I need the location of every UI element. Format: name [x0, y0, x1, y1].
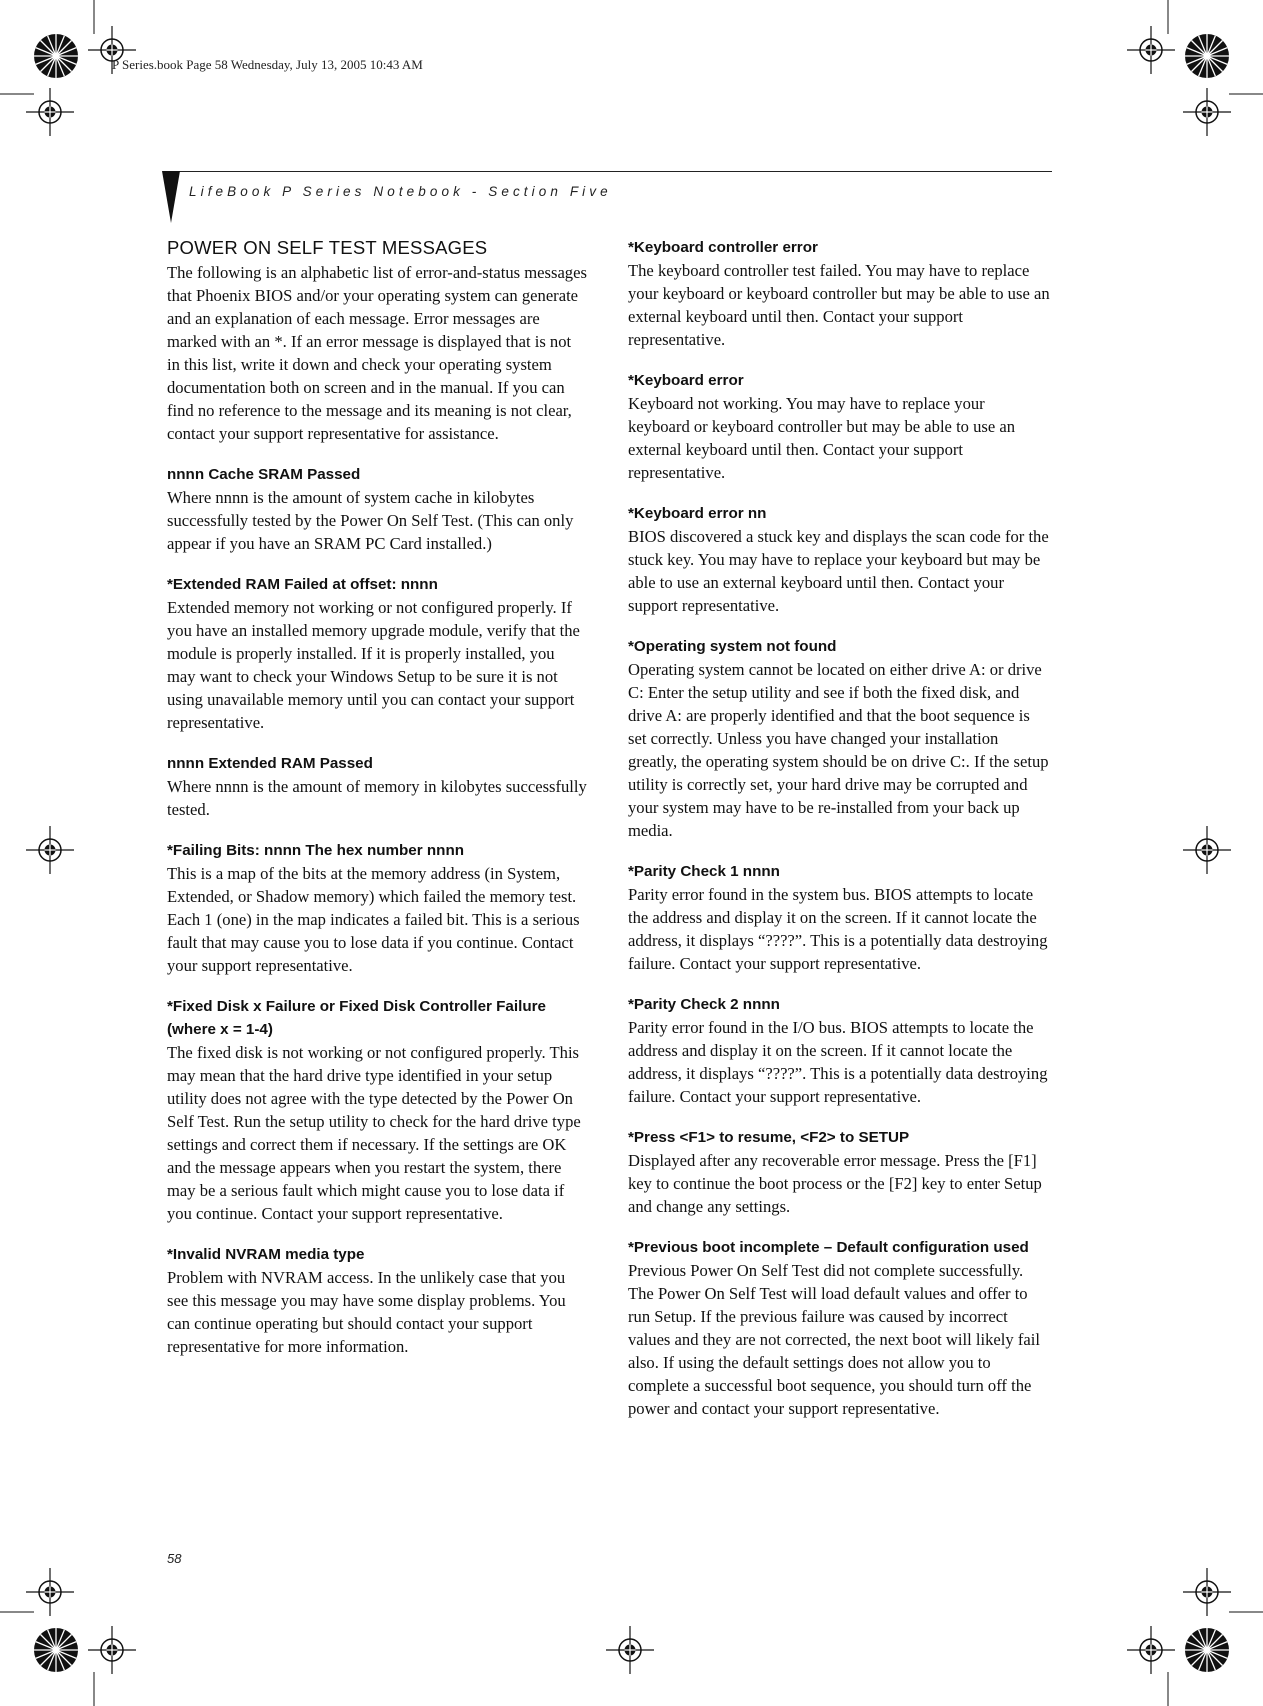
- message-title: *Operating system not found: [628, 638, 837, 655]
- left-column: [167, 236, 587, 1358]
- message-title: *Previous boot incomplete – Default configuration used: [628, 1239, 1029, 1256]
- message-description: Where nnnn is the amount of memory in kilobytes successfully tested.: [167, 777, 587, 819]
- message-title: *Parity Check 2 nnnn: [628, 996, 780, 1013]
- running-header: LifeBook P Series Notebook - Section Five: [189, 184, 612, 199]
- starburst-mark-top-left: [34, 34, 78, 78]
- header-rule: [168, 171, 1052, 172]
- message-entry: [628, 502, 1050, 617]
- message-description: Extended memory not working or not configured properly. If you have an installed memory upgrade module, verify that the module is properly installed. If it is properly installed, you may want to check your Windows Setup to be sure it is not using unavailable memory until you can contact your support representative.: [167, 598, 580, 732]
- message-description: BIOS discovered a stuck key and displays the scan code for the stuck key. You may have to replace your keyboard but may be able to use an external keyboard until then. Contact your support representative.: [628, 527, 1049, 615]
- registration-mark: [1183, 88, 1231, 136]
- message-description: Displayed after any recoverable error message. Press the [F1] key to continue the boot process or the [F2] key to enter Setup and change any settings.: [628, 1151, 1042, 1216]
- registration-mark: [606, 1626, 654, 1674]
- message-entry: [628, 1236, 1050, 1420]
- registration-mark: [26, 1568, 74, 1616]
- message-title: *Press <F1> to resume, <F2> to SETUP: [628, 1129, 910, 1146]
- message-description: Where nnnn is the amount of system cache in kilobytes successfully tested by the Power On Self Test. (This can only appear if you have an SRAM PC Card installed.): [167, 488, 574, 553]
- print-slug: P Series.book Page 58 Wednesday, July 13, 2005 10:43 AM: [112, 57, 423, 72]
- message-entry: [628, 369, 1050, 484]
- right-column: [628, 236, 1050, 1420]
- message-description: Parity error found in the system bus. BIOS attempts to locate the address and display it on the screen. If it cannot locate the address, it displays “????”. This is a potentially data destroying failure. Contact your support representative.: [628, 885, 1048, 973]
- starburst-mark-bottom-left: [34, 1628, 78, 1672]
- message-title: *Invalid NVRAM media type: [167, 1246, 365, 1263]
- left-entry-list: [167, 463, 587, 1358]
- right-entry-list: [628, 236, 1050, 1420]
- message-entry: [167, 839, 587, 977]
- message-entry: [628, 993, 1050, 1108]
- message-description: Problem with NVRAM access. In the unlikely case that you see this message you may have some display problems. You can continue operating but should contact your support representative for more information.: [167, 1268, 566, 1356]
- message-title: *Extended RAM Failed at offset: nnnn: [167, 576, 438, 593]
- message-title: *Keyboard error: [628, 372, 744, 389]
- message-description: The fixed disk is not working or not configured properly. This may mean that the hard drive type identified in your setup utility does not agree with the type detected by the Power On Self Test. Run the setup utility to check for the hard drive type settings and correct them if necessary. If the settings are OK and the message appears when you restart the system, there may be a serious fault which might cause you to lose data if you continue. Contact your support representative.: [167, 1043, 581, 1223]
- message-entry: [167, 995, 587, 1225]
- section-title: POWER ON SELF TEST MESSAGES: [167, 237, 488, 258]
- message-entry: [167, 573, 587, 734]
- message-title: *Keyboard error nn: [628, 505, 767, 522]
- header-tab-marker: [162, 171, 180, 223]
- message-description: This is a map of the bits at the memory address (in System, Extended, or Shadow memory) which failed the memory test. Each 1 (one) in the map indicates a failed bit. This is a serious fault that may cause you to lose data if you continue. Contact your support representative.: [167, 864, 580, 975]
- message-description: Keyboard not working. You may have to replace your keyboard or keyboard controller but may be able to use an external keyboard until then. Contact your support representative.: [628, 394, 1016, 482]
- intro-paragraph: The following is an alphabetic list of error-and-status messages that Phoenix BIOS and/or your operating system can generate and an explanation of each message. Error messages are marked with an *. If an error message is displayed that is not in this list, write it down and check your operating system documentation both on screen and in the manual. If you can find no reference to the message and its meaning is not clear, contact your support representative for assistance.: [167, 263, 587, 443]
- message-entry: [628, 1126, 1050, 1218]
- registration-mark: [88, 1626, 136, 1674]
- message-description: The keyboard controller test failed. You may have to replace your keyboard or keyboard controller but may be able to use an external keyboard until then. Contact your support representative.: [628, 261, 1050, 349]
- message-title: *Failing Bits: nnnn The hex number nnnn: [167, 842, 464, 859]
- message-entry: [167, 752, 587, 821]
- starburst-mark-bottom-right: [1185, 1628, 1229, 1672]
- message-entry: [167, 1243, 587, 1358]
- message-description: Operating system cannot be located on either drive A: or drive C: Enter the setup utility and see if both the fixed disk, and drive A: are properly identified and that the boot sequence is set correctly. Unless you have changed your installation greatly, the operating system should be on drive C:. If the setup utility is correctly set, your hard drive may be corrupted and your system may have to be re-installed from your back up media.: [628, 660, 1049, 840]
- registration-mark: [26, 826, 74, 874]
- message-entry: [628, 635, 1050, 842]
- message-entry: [628, 236, 1050, 351]
- message-title: nnnn Cache SRAM Passed: [167, 466, 361, 483]
- registration-mark: [26, 88, 74, 136]
- registration-mark: [1127, 1626, 1175, 1674]
- registration-mark: [1183, 826, 1231, 874]
- message-title: *Keyboard controller error: [628, 239, 818, 256]
- starburst-mark-top-right: [1185, 34, 1229, 78]
- registration-mark: [1183, 1568, 1231, 1616]
- message-title: nnnn Extended RAM Passed: [167, 755, 373, 772]
- message-description: Previous Power On Self Test did not complete successfully. The Power On Self Test will load default values and offer to run Setup. If the previous failure was caused by incorrect values and they are not corrected, the next boot will likely fail also. If using the default settings does not allow you to complete a successful boot sequence, you should turn off the power and contact your support representative.: [628, 1261, 1040, 1418]
- message-entry: [628, 860, 1050, 975]
- message-title: *Fixed Disk x Failure or Fixed Disk Controller Failure (where x = 1-4): [167, 998, 546, 1038]
- page-number: 58: [167, 1551, 182, 1566]
- message-entry: [167, 463, 587, 555]
- message-description: Parity error found in the I/O bus. BIOS attempts to locate the address and display it on the screen. If it cannot locate the address, it displays “????”. This is a potentially data destroying failure. Contact your support representative.: [628, 1018, 1048, 1106]
- message-title: *Parity Check 1 nnnn: [628, 863, 780, 880]
